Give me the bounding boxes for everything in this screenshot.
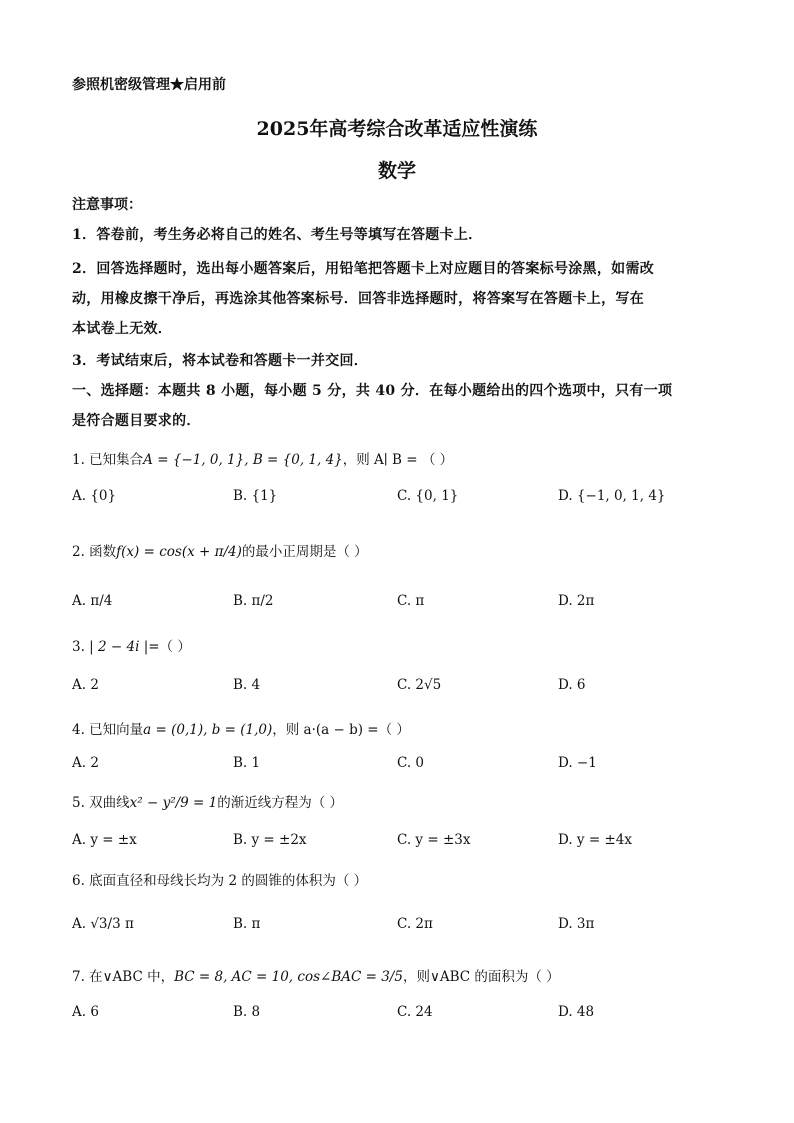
question-2-option-b: B. π/2: [233, 593, 274, 609]
question-2-math: f(x) = cos(x + π/4): [116, 544, 242, 560]
question-2-option-c: C. π: [397, 593, 425, 609]
question-5-option-a: A. y = ±x: [72, 832, 137, 848]
question-3-option-b: B. 4: [233, 677, 261, 693]
question-1-option-b: B. {1}: [233, 488, 278, 504]
question-3-suffix: =（ ）: [148, 639, 191, 655]
question-6-option-a: A. √3/3 π: [72, 916, 134, 932]
question-6-option-b: B. π: [233, 916, 261, 932]
question-5-prefix: 5. 双曲线: [72, 795, 130, 811]
question-2-option-a: A. π/4: [72, 593, 113, 609]
question-6-option-c: C. 2π: [397, 916, 433, 932]
question-7-option-b: B. 8: [233, 1004, 261, 1020]
question-2-prefix: 2. 函数: [72, 544, 117, 560]
question-4-option-a: A. 2: [72, 755, 99, 771]
question-5-stem: [72, 791, 343, 811]
notice-item: 3．考试结束后，将本试卷和答题卡一并交回．: [72, 353, 369, 369]
question-7-option-d: D. 48: [558, 1004, 595, 1020]
exam-title: 2025年高考综合改革适应性演练: [256, 118, 538, 140]
question-3-stem: [72, 635, 191, 655]
question-1-option-c: C. {0, 1}: [397, 488, 459, 504]
question-7-stem: [72, 965, 560, 985]
question-6-stem: [72, 869, 367, 889]
question-5-option-b: B. y = ±2x: [233, 832, 307, 848]
question-4-prefix: 4. 已知向量: [72, 722, 144, 738]
notice-item: 动，用橡皮擦干净后，再选涂其他答案标号．回答非选择题时，将答案写在答题卡上，写在: [72, 291, 644, 307]
question-1-option-d: D. {−1, 0, 1, 4}: [558, 488, 666, 504]
question-1-stem: [72, 448, 453, 468]
question-1-option-a: A. {0}: [72, 488, 117, 504]
question-4-option-b: B. 1: [233, 755, 261, 771]
question-3-math: | 2 − 4i |: [89, 639, 149, 655]
section-heading: 一、选择题：本题共 8 小题，每小题 5 分，共 40 分．在每小题给出的四个选项中，只有一项: [72, 383, 673, 399]
question-2-suffix: 的最小正周期是（ ）: [241, 544, 368, 560]
question-5-math: x² − y²/9 = 1: [129, 795, 218, 811]
question-4-option-c: C. 0: [397, 755, 425, 771]
question-7-suffix: ，则∨ABC 的面积为（ ）: [402, 969, 560, 985]
subject-title: 数学: [377, 160, 416, 182]
question-7-option-c: C. 24: [397, 1004, 433, 1020]
question-5-suffix: 的渐近线方程为（ ）: [217, 795, 344, 811]
secret-mark: 参照机密级管理★启用前: [72, 77, 226, 93]
question-6-prefix: 6. 底面直径和母线长均为 2 的圆锥的体积为（ ）: [72, 873, 368, 889]
notice-item: 1．答卷前，考生务必将自己的姓名、考生号等填写在答题卡上．: [72, 227, 483, 243]
question-7-prefix: 7. 在∨ABC 中，: [72, 969, 175, 985]
question-1-math: A = {−1, 0, 1}, B = {0, 1, 4}: [143, 452, 343, 468]
question-4-stem: [72, 718, 410, 738]
question-2-option-d: D. 2π: [558, 593, 595, 609]
question-1-prefix: 1. 已知集合: [72, 452, 144, 468]
question-5-option-c: C. y = ±3x: [397, 832, 471, 848]
question-3-prefix: 3.: [72, 639, 90, 655]
question-5-option-d: D. y = ±4x: [558, 832, 632, 848]
section-heading-cont: 是符合题目要求的．: [72, 413, 201, 429]
question-3-option-a: A. 2: [72, 677, 99, 693]
question-6-option-d: D. 3π: [558, 916, 595, 932]
question-3-option-c: C. 2√5: [397, 677, 442, 693]
notice-item: 本试卷上无效．: [72, 321, 173, 337]
notice-item: 2．回答选择题时，选出每小题答案后，用铅笔把答题卡上对应题目的答案标号涂黑，如需改: [72, 261, 655, 277]
notice-heading: 注意事项：: [72, 197, 142, 213]
question-4-math: a = (0,1), b = (1,0): [143, 722, 273, 738]
question-7-math: BC = 8, AC = 10, cos∠BAC = 3/5: [174, 969, 403, 985]
question-7-option-a: A. 6: [72, 1004, 99, 1020]
question-4-option-d: D. −1: [558, 755, 597, 771]
question-2-stem: [72, 540, 368, 560]
question-1-suffix: ，则 A∣ B = （ ）: [342, 452, 454, 468]
question-4-suffix: ，则 a·(a − b) =（ ）: [272, 722, 410, 738]
question-3-option-d: D. 6: [558, 677, 586, 693]
